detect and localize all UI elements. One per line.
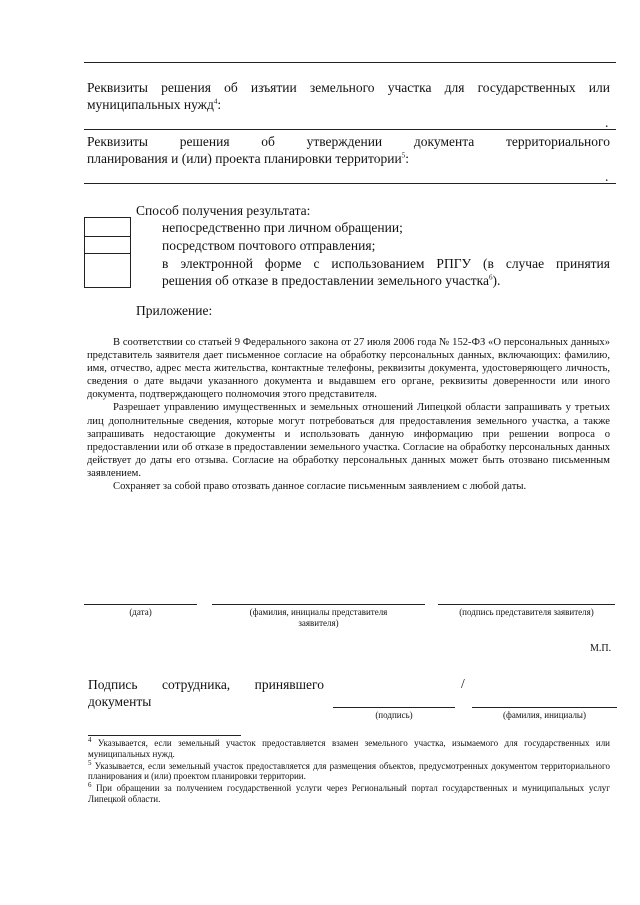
footnote-4 <box>88 738 610 760</box>
planning-requisites-text: планирования и (или) проекта планировки территории <box>87 151 402 166</box>
decision-field-line[interactable] <box>84 129 616 130</box>
date-caption: (дата) <box>129 607 152 617</box>
planning-requisites-line2 <box>87 150 409 167</box>
employee-name-caption: (фамилия, инициалы) <box>503 710 586 720</box>
consent-paragraph-3: Сохраняет за собой право отозвать данное согласие письменным заявлением с любой даты. <box>113 481 527 493</box>
footnote-separator <box>88 735 241 736</box>
checkbox-mail[interactable] <box>84 236 131 254</box>
footnote-4-text: Указывается, если земельный участок предоставляется взамен земельного участка, изымаемого для государственных или муниципальных нужд. <box>88 738 611 759</box>
representative-name-caption-1: (фамилия, инициалы представителя <box>249 607 388 617</box>
colon: : <box>405 151 409 166</box>
footnote-5 <box>88 758 610 783</box>
attachment-label: Приложение: <box>136 303 213 318</box>
consent-text <box>87 336 610 493</box>
planning-field-line[interactable] <box>84 183 616 184</box>
option-mail: посредством почтового отправления; <box>162 238 376 253</box>
decision-requisites-line1: Реквизиты решения об изъятии земельного участка для государственных или <box>87 80 610 95</box>
colon: : <box>217 97 222 112</box>
decision-requisites-text: муниципальных нужд <box>87 97 214 112</box>
option-personal: непосредственно при личном обращении; <box>162 220 403 235</box>
result-method-heading: Способ получения результата: <box>136 203 311 218</box>
footnotes <box>88 738 610 806</box>
option-electronic-line1: в электронной форме с использованием РПГУ (в случае принятия <box>162 256 610 271</box>
employee-name-line[interactable] <box>472 707 617 708</box>
seal-label: М.П. <box>590 643 612 654</box>
top-rule <box>84 62 616 63</box>
representative-signature-caption: (подпись представителя заявителя) <box>459 607 594 617</box>
option-electronic-line2 <box>162 272 500 289</box>
checkbox-personal[interactable] <box>84 217 131 237</box>
consent-paragraph-1: В соответствии со статьей 9 Федерального закона от 27 июля 2006 года № 152-ФЗ «О персональных данных» представитель заявителя дает письменное согласие на обработку персональных данных, включающих: фамилию, имя, отчество, адрес места жительства, контактные телефоны, реквизиты документа, удостоверяющего личность, сведения о дате выдачи указанного документа и выдавшем его органе, реквизиты доверенности или иного документа, подтверждающего полномочия этого представителя. <box>87 337 610 401</box>
representative-name-line[interactable] <box>212 604 425 605</box>
footnote-5-number: 5 <box>88 758 92 767</box>
employee-signature-label-2: документы <box>88 694 152 709</box>
slash-separator: / <box>461 676 465 691</box>
employee-signature-label-1: Подпись сотрудника, принявшего <box>88 677 324 692</box>
footnote-6-number: 6 <box>88 781 92 790</box>
decision-requisites-line2 <box>87 96 221 113</box>
footnote-5-text: Указывается, если земельный участок предоставляется для размещения объектов, предусмотренных документом территориального планирования и (или) проектом планировки территории. <box>88 760 610 782</box>
representative-signature-line[interactable] <box>438 604 615 605</box>
option-electronic-tail: ). <box>492 273 501 288</box>
planning-period: . <box>605 169 609 184</box>
footnote-ref-6: 6 <box>489 273 493 282</box>
option-electronic-text: решения об отказе в предоставлении земельного участка <box>162 273 490 288</box>
planning-requisites-line1: Реквизиты решения об утверждении документа территориального <box>87 134 610 149</box>
decision-period: . <box>605 115 609 130</box>
checkbox-electronic[interactable] <box>84 253 131 288</box>
date-line[interactable] <box>84 604 197 605</box>
footnote-4-number: 4 <box>88 736 92 744</box>
footnote-6-text: При обращении за получением государственной услуги через Региональный портал государственных и муниципальных услуг Липецкой области. <box>88 783 610 804</box>
consent-paragraph-2: Разрешает управлению имущественных и земельных отношений Липецкой области запрашивать у третьих лиц дополнительные сведения, которые могут потребоваться для предоставления земельного участка, а также запрашивать недостающие документы и использовать данную информацию при решении вопроса о предоставлении или об отказе в предоставлении земельного участка. Согласие на обработку персональных данных действует до даты его отзыва. Согласие на обработку персональных данных может быть отозвано письменным заявлением. <box>87 402 610 479</box>
representative-name-caption-2: заявителя) <box>298 618 339 628</box>
footnote-6 <box>88 783 610 805</box>
footnote-ref-4: 4 <box>213 97 218 106</box>
footnote-ref-5: 5 <box>401 151 406 160</box>
employee-signature-line[interactable] <box>333 707 455 708</box>
employee-signature-caption: (подпись) <box>375 710 413 720</box>
